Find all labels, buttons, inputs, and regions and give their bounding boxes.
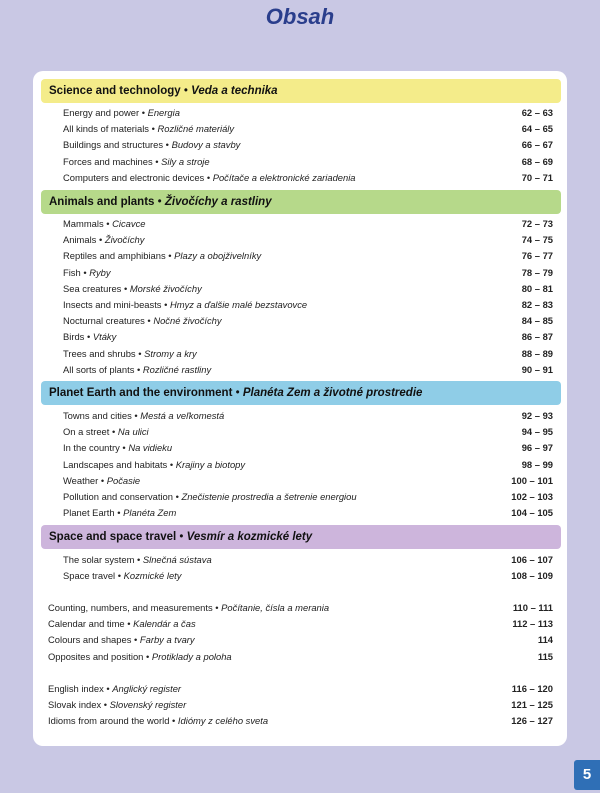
entry-title-sk: Hmyz a ďalšie malé bezstavovce [169,298,308,310]
entry-pages: 112 – 113 [512,618,553,630]
toc-entry[interactable]: Towns and cities • Mestá a veľkomestá 92 – 93 [63,408,553,424]
entry-pages: 106 – 107 [511,554,553,565]
entry-pages: 110 – 111 [512,602,553,613]
entry-pages: 115 [537,650,553,662]
entry-title-en: Forces and machines [63,155,153,167]
entry-pages: 78 – 79 [521,266,553,278]
entry-title-en: Mammals [63,218,104,229]
entry-pages: 68 – 69 [521,155,553,167]
entry-title-en: Towns and cities [63,410,132,421]
band-title-en: Planet Earth and the environment [49,387,233,399]
entry-title-en: In the country [63,442,120,454]
section-entries-animals [63,216,553,378]
toc-entry[interactable]: Birds • Vtáky 86 – 87 [63,329,553,345]
entry-title-sk: Slovenský register [109,699,187,711]
entry-pages: 96 – 97 [521,442,553,454]
entry-pages: 126 – 127 [511,715,553,727]
entry-title-sk: Kalendár a čas [133,618,196,630]
entry-pages: 88 – 89 [521,347,553,359]
entry-pages: 62 – 63 [521,107,553,118]
toc-entry[interactable]: Sea creatures • Morské živočíchy 80 – 81 [63,281,553,297]
entry-title-en: Animals [63,234,97,246]
toc-entry[interactable]: All kinds of materials • Rozličné materiály 64 – 65 [63,121,553,137]
band-title-sk: Vesmír a kozmické lety [186,531,313,543]
band-title-sk: Planéta Zem a životné prostredie [242,387,423,399]
entry-pages: 76 – 77 [521,250,553,262]
section-band-animals: Animals and plants • Živočíchy a rastliny [41,190,561,214]
toc-entry[interactable]: Colours and shapes • Farby a tvary 114 [48,632,553,648]
toc-entry[interactable]: Pollution and conservation • Znečistenie prostredia a šetrenie energiou 102 – 103 [63,489,553,505]
section-band-space: Space and space travel • Vesmír a kozmické lety [41,525,561,549]
section-entries-space [63,552,553,584]
toc-entry[interactable]: Buildings and structures • Budovy a stavby 66 – 67 [63,137,553,153]
entry-title-en: Sea creatures [63,282,122,294]
toc-entry[interactable]: Insects and mini-beasts • Hmyz a ďalšie malé bezstavovce 82 – 83 [63,297,553,313]
toc-entry[interactable]: Fish • Ryby 78 – 79 [63,265,553,281]
entry-pages: 84 – 85 [521,315,553,327]
entry-pages: 102 – 103 [511,490,553,502]
entry-title-sk: Cicavce [112,218,146,229]
entry-title-en: Birds [63,331,85,343]
entry-title-sk: Anglický register [112,683,182,694]
entry-title-sk: Počítanie, čísla a merania [221,602,330,613]
entry-title-en: Landscapes and habitats [63,458,168,470]
entry-title-sk: Na vidieku [128,442,173,454]
entry-pages: 98 – 99 [521,458,553,470]
toc-entry[interactable]: Computers and electronic devices • Počítače a elektronické zariadenia 70 – 71 [63,170,553,186]
toc-entry[interactable]: All sorts of plants • Rozličné rastliny 90 – 91 [63,362,553,378]
toc-entry[interactable]: Counting, numbers, and measurements • Počítanie, čísla a merania 110 – 111 [48,600,553,616]
entry-title-sk: Na ulici [117,426,149,438]
band-title-sk: Veda a technika [191,85,278,97]
entry-title-sk: Počítače a elektronické zariadenia [212,171,356,183]
entry-pages: 121 – 125 [511,699,553,711]
toc-entry[interactable]: Animals • Živočíchy 74 – 75 [63,232,553,248]
entry-pages: 74 – 75 [521,234,553,246]
entry-title-en: Fish [63,266,81,278]
entry-pages: 114 [537,634,553,646]
entry-pages: 82 – 83 [521,298,553,310]
toc-entry[interactable]: Nocturnal creatures • Nočné živočíchy 84 – 85 [63,313,553,329]
entry-title-en: Buildings and structures [63,139,164,151]
band-title-en: Science and technology [49,85,181,97]
entry-title-en: English index [48,683,104,694]
entry-title-en: Energy and power [63,107,140,118]
entry-title-sk: Plazy a obojživelníky [174,250,262,262]
entry-pages: 86 – 87 [521,331,553,343]
entry-pages: 92 – 93 [521,410,553,421]
entry-pages: 90 – 91 [521,363,553,375]
entry-pages: 80 – 81 [521,282,553,294]
band-title-sk: Živočíchy a rastliny [164,196,272,208]
entry-pages: 94 – 95 [521,426,553,438]
entry-title-sk: Sily a stroje [161,155,210,167]
entry-pages: 64 – 65 [521,123,553,135]
toc-entry[interactable]: Idioms from around the world • Idiómy z celého sveta 126 – 127 [48,713,553,729]
section-band-science: Science and technology • Veda a technika [41,79,561,103]
entry-title-en: Weather [63,474,99,486]
entry-title-sk: Energia [147,107,180,118]
entry-title-sk: Protiklady a poloha [151,650,232,662]
entry-title-sk: Planéta Zem [123,507,177,519]
entry-pages: 104 – 105 [511,507,553,519]
toc-entry[interactable]: Planet Earth • Planéta Zem 104 – 105 [63,505,553,521]
entry-title-en: The solar system [63,554,135,565]
entry-title-en: Insects and mini-beasts [63,298,162,310]
entry-title-sk: Mestá a veľkomestá [140,410,225,421]
toc-entry[interactable]: English index • Anglický register 116 – 120 [48,681,553,697]
entry-title-en: All sorts of plants [63,363,135,375]
toc-entry[interactable]: Opposites and position • Protiklady a poloha 115 [48,649,553,665]
index-list [48,681,553,730]
toc-entry[interactable]: Weather • Počasie 100 – 101 [63,473,553,489]
toc-entry[interactable]: Space travel • Kozmické lety 108 – 109 [63,568,553,584]
toc-entry[interactable]: Slovak index • Slovenský register 121 – 125 [48,697,553,713]
extras-list [48,600,553,665]
entry-title-sk: Nočné živočíchy [153,315,222,327]
entry-title-sk: Kozmické lety [123,570,182,582]
entry-title-sk: Živočíchy [104,234,145,246]
entry-title-sk: Vtáky [92,331,117,343]
entry-title-en: Calendar and time [48,618,125,630]
entry-title-en: Reptiles and amphibians [63,250,166,262]
contents-card [33,71,567,746]
page-title: Obsah [265,4,335,29]
entry-title-en: All kinds of materials [63,123,149,135]
section-entries-planet-earth [63,408,553,521]
entry-title-en: Opposites and position [48,650,144,662]
entry-title-en: Colours and shapes [48,634,132,646]
toc-entry[interactable]: Trees and shrubs • Stromy a kry 88 – 89 [63,346,553,362]
entry-pages: 108 – 109 [511,570,553,582]
band-title-en: Space and space travel [49,531,177,543]
toc-entry[interactable]: The solar system • Slnečná sústava 106 – 107 [63,552,553,568]
entry-title-en: Counting, numbers, and measurements [48,602,213,613]
entry-pages: 72 – 73 [521,218,553,229]
toc-entry[interactable]: On a street • Na ulici 94 – 95 [63,424,553,440]
entry-title-en: Trees and shrubs [63,347,136,359]
entry-title-sk: Krajiny a biotopy [175,458,246,470]
entry-title-en: Idioms from around the world [48,715,170,727]
toc-entry[interactable]: Forces and machines • Sily a stroje 68 – 69 [63,154,553,170]
entry-title-en: On a street [63,426,110,438]
entry-title-en: Slovak index [48,699,102,711]
entry-title-en: Space travel [63,570,116,582]
entry-title-sk: Slnečná sústava [142,554,212,565]
section-band-planet-earth: Planet Earth and the environment • Planéta Zem a životné prostredie [41,381,561,405]
toc-entry[interactable]: Energy and power • Energia 62 – 63 [63,105,553,121]
toc-entry[interactable]: Calendar and time • Kalendár a čas 112 – 113 [48,616,553,632]
entry-pages: 66 – 67 [521,139,553,151]
toc-entry[interactable]: Landscapes and habitats • Krajiny a biotopy 98 – 99 [63,457,553,473]
entry-pages: 100 – 101 [511,474,553,486]
entry-title-en: Computers and electronic devices [63,171,205,183]
toc-entry[interactable]: In the country • Na vidieku 96 – 97 [63,440,553,456]
entry-title-en: Pollution and conservation [63,490,173,502]
entry-title-sk: Idiómy z celého sveta [177,715,269,727]
entry-title-sk: Stromy a kry [144,347,197,359]
entry-title-sk: Rozličné materiály [157,123,235,135]
entry-title-sk: Farby a tvary [139,634,195,646]
entry-pages: 116 – 120 [511,683,553,694]
entry-title-sk: Znečistenie prostredia a šetrenie energiou [181,490,357,502]
entry-title-sk: Ryby [89,266,111,278]
entry-title-en: Nocturnal creatures [63,315,145,327]
entry-pages: 70 – 71 [521,171,553,183]
band-title-en: Animals and plants [49,196,155,208]
page-number-tab: 5 [574,760,600,790]
entry-title-sk: Rozličné rastliny [142,363,212,375]
entry-title-sk: Budovy a stavby [171,139,241,151]
entry-title-en: Planet Earth [63,507,115,519]
section-entries-science [63,105,553,186]
entry-title-sk: Morské živočíchy [129,282,202,294]
toc-entry[interactable]: Reptiles and amphibians • Plazy a obojživelníky 76 – 77 [63,248,553,264]
toc-entry[interactable]: Mammals • Cicavce 72 – 73 [63,216,553,232]
entry-title-sk: Počasie [106,474,141,486]
